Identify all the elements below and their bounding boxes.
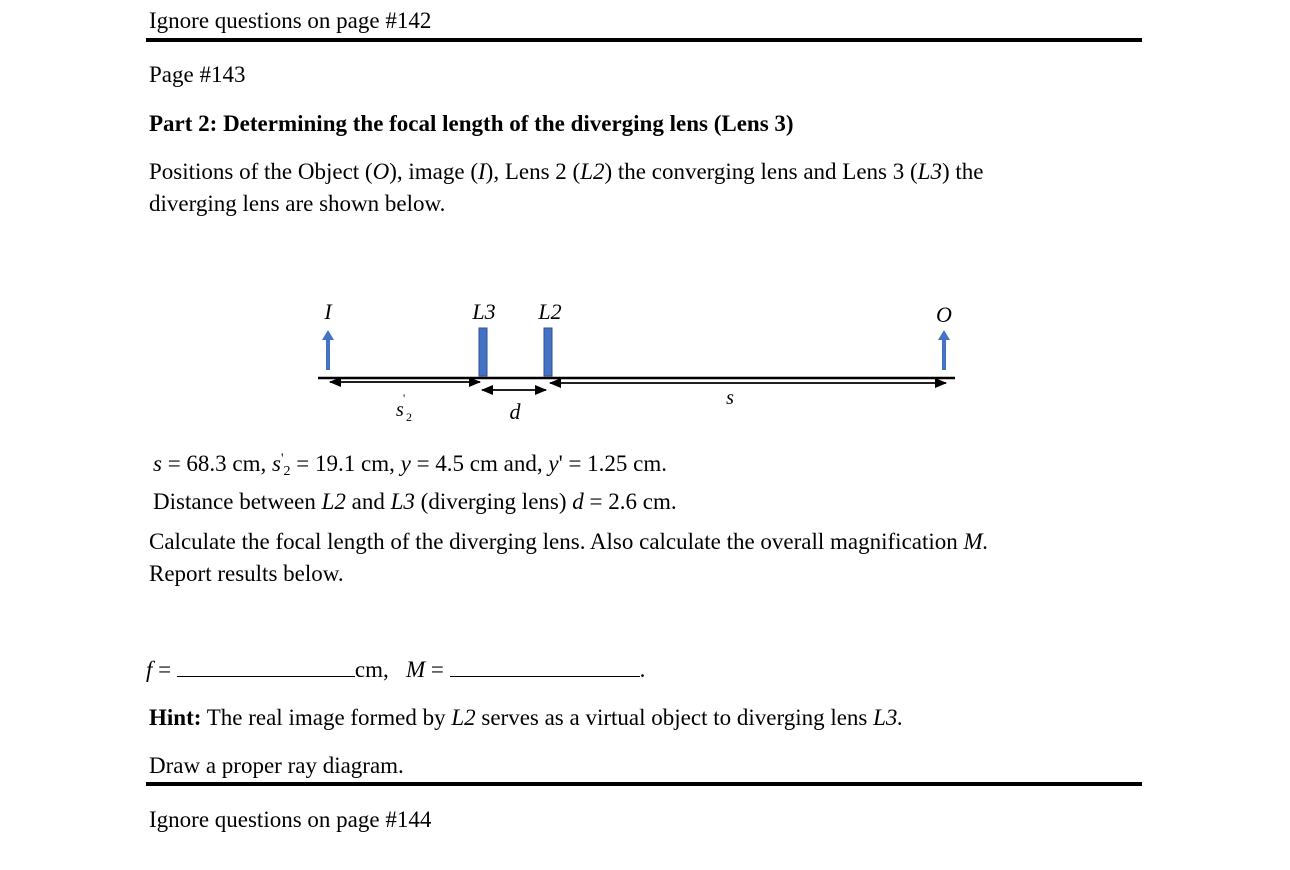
- label-l2: L2: [538, 299, 562, 324]
- f-answer-blank[interactable]: [177, 656, 355, 677]
- label-l3: L3: [472, 299, 496, 324]
- m-answer-blank[interactable]: [450, 656, 640, 677]
- given-values: s = 68.3 cm, $s'_2 = 19.1$ cm, y = 4.5 cm and, y' = 1.25 cm.: [153, 451, 668, 479]
- ray-diagram-instruction: Draw a proper ray diagram.: [149, 753, 404, 778]
- label-s2-sub: 2: [406, 410, 412, 424]
- calc-line-1: Calculate the focal length of the diverging lens. Also calculate the overall magnification M.: [149, 529, 989, 554]
- top-divider: [146, 38, 1142, 42]
- part-title: Part 2: Determining the focal length of the diverging lens (Lens 3): [149, 111, 794, 136]
- intro-line-2: diverging lens are shown below.: [149, 191, 446, 216]
- page-label: Page #143: [149, 62, 246, 87]
- m-label: M: [405, 657, 426, 682]
- label-s2-prime: ': [403, 391, 406, 405]
- hint-line: Hint: The real image formed by L2 serves as a virtual object to diverging lens L3.: [149, 705, 904, 730]
- f-label: f: [146, 657, 153, 682]
- object-arrow: [938, 330, 950, 370]
- calc-line-2: Report results below.: [149, 561, 344, 586]
- lens-diagram: [300, 290, 980, 430]
- bottom-divider: [146, 782, 1142, 786]
- distance-line: Distance between L2 and L3 (diverging lens) d = 2.6 cm.: [153, 489, 677, 514]
- lens-l2: [544, 328, 552, 376]
- intro-line-1: Positions of the Object (O), image (I), Lens 2 (L2) the converging lens and Lens 3 (L3) the: [149, 159, 984, 184]
- lens-l3: [479, 328, 487, 376]
- bottom-note: Ignore questions on page #144: [149, 807, 432, 832]
- label-d: d: [509, 399, 521, 424]
- top-note: Ignore questions on page #142: [149, 8, 432, 33]
- answer-line: f = cm, M = .: [146, 657, 646, 682]
- label-s: s: [726, 387, 734, 409]
- label-s2: s: [396, 399, 404, 421]
- label-object: O: [936, 302, 952, 327]
- label-image: I: [324, 299, 332, 324]
- image-arrow: [322, 330, 334, 370]
